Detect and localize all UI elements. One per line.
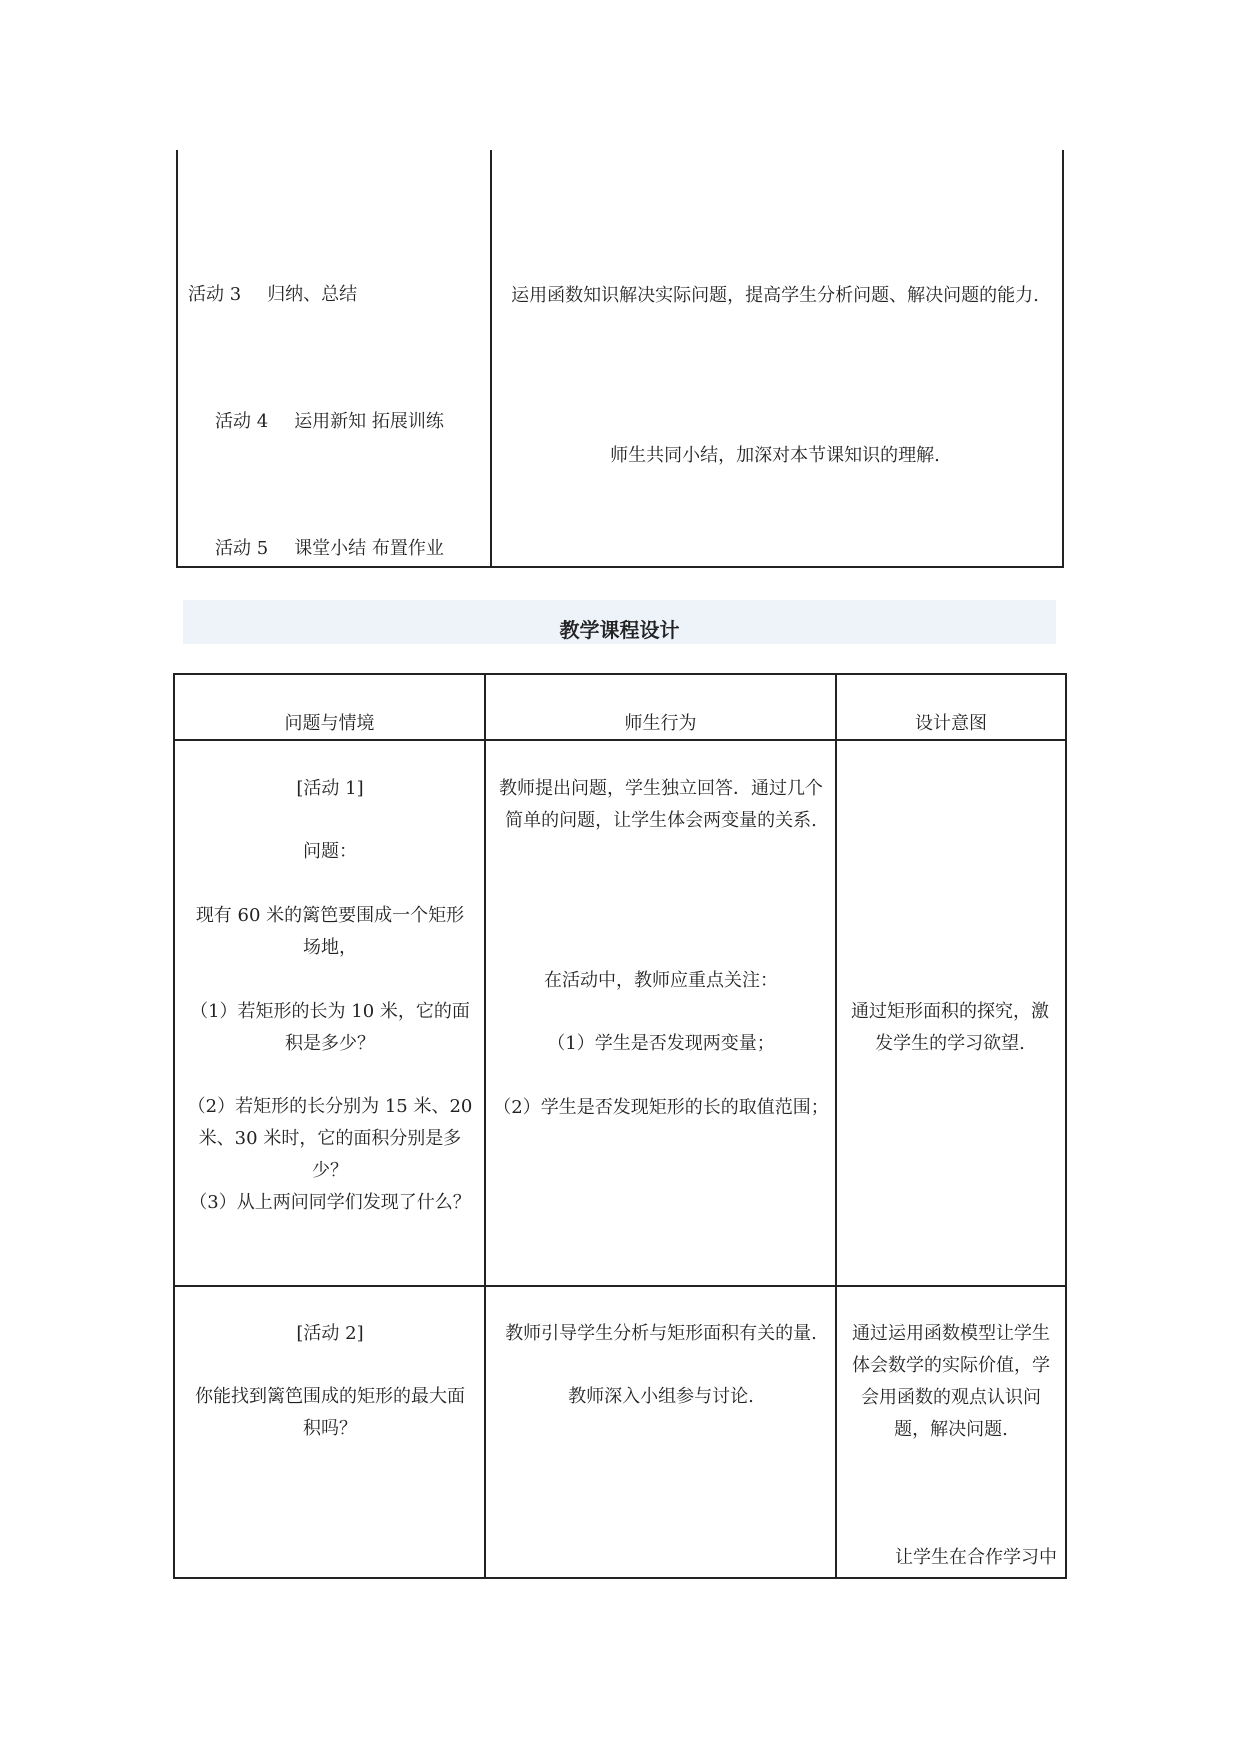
activity-number: 活动 3 <box>188 284 242 305</box>
table-row-line <box>173 1285 1067 1287</box>
table-divider <box>490 150 492 568</box>
table-column-line <box>835 673 837 1579</box>
activity-5-item <box>215 537 444 561</box>
summary-text: 师生共同小结，加深对本节课知识的理解. <box>610 445 940 466</box>
question-label: 问题： <box>303 841 357 862</box>
activity-1-label: [活动 1] <box>296 778 364 799</box>
activity-number: 活动 5 <box>215 538 269 559</box>
design-intent-1: 通过矩形面积的探究，激发学生的学习欲望. <box>851 1001 1049 1054</box>
teacher-guidance-text: 教师引导学生分析与矩形面积有关的量. <box>505 1323 817 1344</box>
question-2: （2）若矩形的长分别为 15 米、20 米、30 米时，它的面积分别是多少？ <box>187 1096 473 1181</box>
activity-title: 运用新知 拓展训练 <box>294 411 444 432</box>
focus-intro: 在活动中，教师应重点关注： <box>544 970 778 991</box>
max-area-question: 你能找到篱笆围成的矩形的最大面积吗？ <box>195 1386 465 1439</box>
section-title: 教学课程设计 <box>559 618 680 642</box>
focus-point-2: （2）学生是否发现矩形的长的取值范围； <box>493 1097 829 1118</box>
question-3: （3）从上两问同学们发现了什么？ <box>189 1192 471 1213</box>
activity-2-label: [活动 2] <box>296 1323 364 1344</box>
activity-goal-text: 运用函数知识解决实际问题，提高学生分析问题、解决问题的能力. <box>511 285 1039 306</box>
header-question-context: 问题与情境 <box>284 713 375 734</box>
focus-point-1: （1）学生是否发现两变量； <box>547 1033 775 1054</box>
activities-table <box>176 150 1064 568</box>
activity-3-item <box>188 283 357 307</box>
design-intent-2: 通过运用函数模型让学生体会数学的实际价值，学会用函数的观点认识问题，解决问题. <box>852 1323 1050 1440</box>
teacher-behavior-text: 教师提出问题，学生独立回答．通过几个简单的问题，让学生体会两变量的关系. <box>499 778 823 831</box>
header-design-intent: 设计意图 <box>915 713 987 734</box>
design-intent-2-continued: 让学生在合作学习中 <box>895 1547 1057 1568</box>
table-header-line <box>173 739 1067 741</box>
activity-title: 归纳、总结 <box>267 284 358 305</box>
table-column-line <box>484 673 486 1579</box>
question-1: （1）若矩形的长为 10 米，它的面积是多少？ <box>190 1001 470 1054</box>
activity-4-item <box>215 410 444 434</box>
problem-statement: 现有 60 米的篱笆要围成一个矩形场地， <box>195 905 465 958</box>
header-teacher-student: 师生行为 <box>624 713 697 734</box>
group-discussion-text: 教师深入小组参与讨论. <box>568 1386 754 1407</box>
activity-number: 活动 4 <box>215 411 269 432</box>
activity-title: 课堂小结 布置作业 <box>294 538 444 559</box>
